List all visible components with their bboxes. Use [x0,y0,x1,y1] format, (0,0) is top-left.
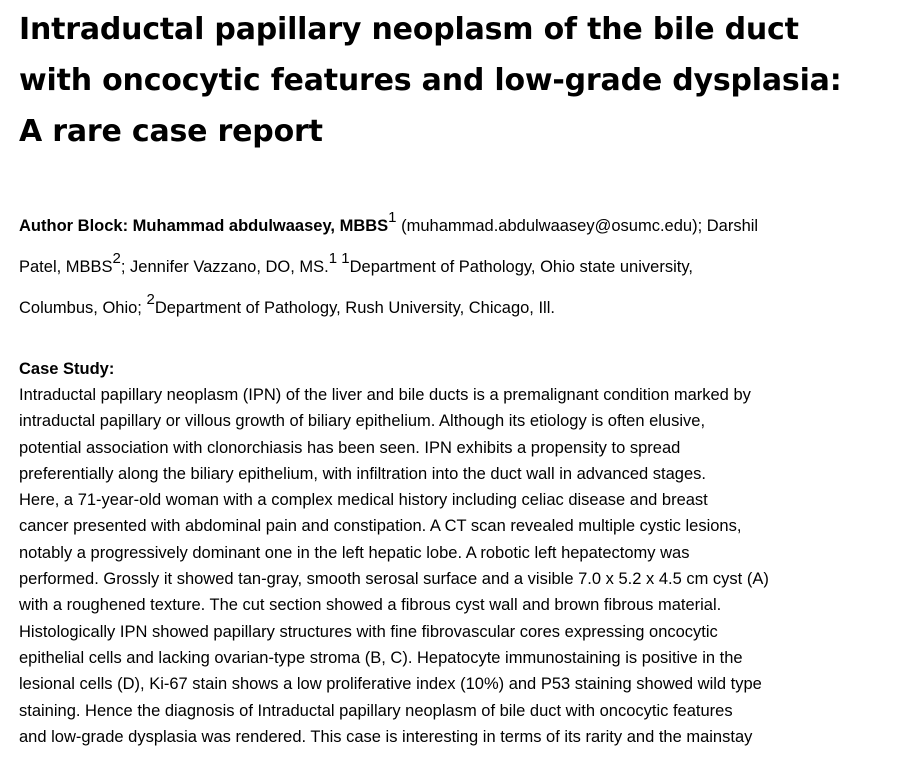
title-line: Intraductal papillary neoplasm of the bile duct [19,12,799,47]
affiliation-superscript: 1 1 [328,249,350,267]
body-line: intraductal papillary or villous growth of biliary epithelium. Although its etiology is often elusive, [19,412,706,431]
paper-title [19,0,889,157]
author-block-label: Author Block: Muhammad abdulwaasey, MBBS [19,217,389,235]
body-line: performed. Grossly it showed tan-gray, smooth serosal surface and a visible 7.0 x 5.2 x 4.5 cm cyst (A) [19,570,769,589]
affiliation-text: Department of Pathology, Ohio state university, [349,258,693,276]
title-line: with oncocytic features and low-grade dysplasia: [19,63,842,98]
author-block [19,206,889,329]
body-line: preferentially along the biliary epithelium, with infiltration into the duct wall in advanced stages. [19,464,706,483]
author-email-text: (muhammad.abdulwaasey@osumc.edu); Darshil [396,217,759,235]
paper-page [19,0,889,746]
case-study-section [19,356,889,750]
body-line: lesional cells (D), Ki-67 stain shows a low proliferative index (10%) and P53 staining showed wild type [19,675,762,694]
body-line: with a roughened texture. The cut section showed a fibrous cyst wall and brown fibrous material. [19,596,722,615]
body-line: Histologically IPN showed papillary structures with fine fibrovascular cores expressing oncocytic [19,622,718,641]
author-line [19,288,889,329]
body-line: staining. Hence the diagnosis of Intraductal papillary neoplasm of bile duct with oncocytic features [19,701,733,720]
case-study-body [19,382,889,750]
author-line [19,206,889,247]
body-line: Intraductal papillary neoplasm (IPN) of the liver and bile ducts is a premalignant condition marked by [19,386,751,404]
author-name: Patel, MBBS [19,258,113,276]
body-line: potential association with clonorchiasis has been seen. IPN exhibits a propensity to spread [19,438,681,457]
affiliation-text: Columbus, Ohio; [19,299,147,317]
body-line: and low-grade dysplasia was rendered. This case is interesting in terms of its rarity and the mainstay [19,727,753,746]
body-line: Here, a 71-year-old woman with a complex medical history including celiac disease and breast [19,491,708,510]
case-study-heading: Case Study: [19,360,115,378]
author-name: ; Jennifer Vazzano, DO, MS. [120,258,329,276]
body-line: epithelial cells and lacking ovarian-type stroma (B, C). Hepatocyte immunostaining is positive in the [19,648,743,667]
body-line: cancer presented with abdominal pain and constipation. A CT scan revealed multiple cystic lesions, [19,517,742,536]
affiliation-superscript: 2 [112,249,121,267]
title-line: A rare case report [19,114,323,149]
body-line: notably a progressively dominant one in the left hepatic lobe. A robotic left hepatectomy was [19,543,690,562]
affiliation-text: Department of Pathology, Rush University, Chicago, Ill. [154,299,555,317]
affiliation-superscript: 1 [388,208,397,226]
affiliation-superscript: 2 [146,290,155,308]
author-line [19,247,889,288]
